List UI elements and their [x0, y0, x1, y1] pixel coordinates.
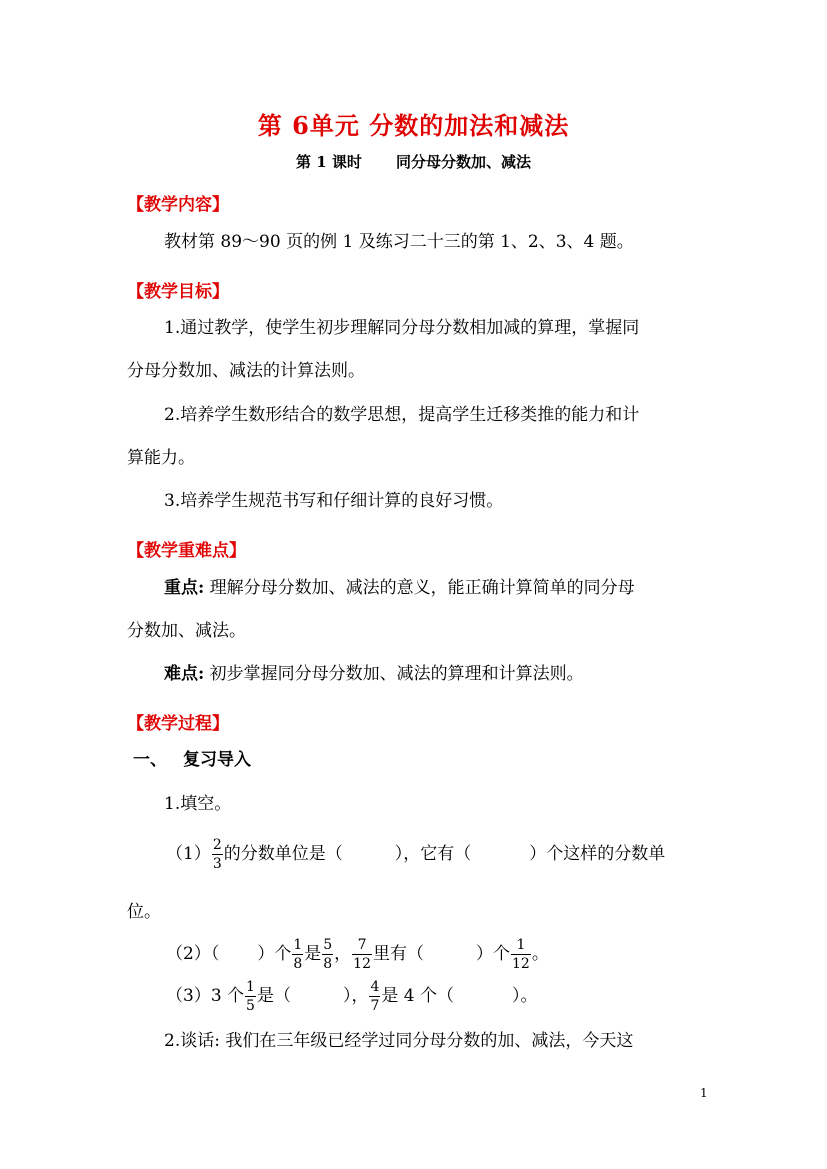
- question-2-text-d: 里有（: [373, 944, 424, 964]
- fraction-numerator: 1: [293, 937, 303, 953]
- question-2-text-b: 是: [304, 944, 322, 964]
- fraction-denominator: 3: [212, 856, 222, 872]
- question-3-text-a: 是（: [256, 986, 291, 1006]
- step-1-title: 复习导入: [183, 750, 251, 770]
- question-2-text-e: ）个: [476, 944, 510, 964]
- difficult-text: 初步掌握同分母分数加、减法的算理和计算法则。: [204, 664, 584, 684]
- question-1-text-c: ）个这样的分数单: [529, 844, 666, 864]
- lesson-topic: 同分母分数加、减法: [395, 153, 531, 171]
- page-number: 1: [700, 1086, 708, 1100]
- fraction-denominator: 5: [246, 998, 255, 1014]
- section-heading-content: 【教学内容】: [127, 195, 229, 215]
- important-point: [164, 580, 635, 597]
- question-2-prefix: （2）（: [166, 944, 220, 964]
- question-1-text-b: ），它有（: [394, 844, 472, 864]
- fraction-7-12: [352, 938, 372, 971]
- fraction-numerator: 7: [352, 938, 372, 955]
- question-1-text-a: 的分数单位是（: [223, 844, 343, 864]
- fraction-denominator: 12: [512, 956, 530, 972]
- difficult-label: 难点:: [164, 664, 205, 684]
- step-1-number: 一、: [133, 750, 167, 770]
- fraction-5-8: [322, 938, 333, 971]
- fraction-1-8: [292, 938, 303, 971]
- section-heading-key-points: 【教学重难点】: [127, 541, 246, 561]
- lesson-number: 第 1 课时: [296, 153, 362, 171]
- step-1-heading: [133, 752, 251, 769]
- question-3-text-b: ），: [342, 986, 369, 1006]
- talk-paragraph: 2.谈话: 我们在三年级已经学过同分母分数的加、减法，今天这: [164, 1031, 634, 1051]
- fraction-numerator: 4: [370, 979, 380, 995]
- important-text: 理解分母分数加、减法的意义，能正确计算简单的同分母: [204, 578, 635, 598]
- fraction-numerator: 1: [511, 938, 531, 955]
- fraction-denominator: 12: [353, 956, 371, 972]
- fraction-numerator: 5: [323, 937, 333, 953]
- fill-blank-label: 1.填空。: [164, 794, 232, 814]
- important-text-wrap: 分数加、减法。: [127, 621, 246, 641]
- fraction-denominator: 7: [370, 998, 380, 1014]
- question-2: [166, 938, 549, 971]
- fraction-denominator: 8: [323, 956, 333, 972]
- fraction-1-5: [245, 980, 256, 1013]
- fraction-denominator: 8: [293, 956, 303, 972]
- goal-2-line-1: 2.培养学生数形结合的数学思想，提高学生迁移类推的能力和计: [164, 405, 640, 425]
- fraction-1-12: [511, 938, 531, 971]
- fraction-4-7: [369, 980, 380, 1013]
- question-3-prefix: （3）3 个: [166, 986, 245, 1006]
- lesson-subtitle: [0, 151, 827, 172]
- goal-1-line-2: 分母分数加、减法的计算法则。: [127, 361, 365, 381]
- question-3: [166, 980, 538, 1013]
- question-3-text-d: ）。: [512, 986, 538, 1006]
- section-heading-process: 【教学过程】: [127, 714, 229, 734]
- fraction-numerator: 1: [246, 979, 255, 995]
- question-3-text-c: 是 4 个（: [381, 986, 455, 1006]
- question-1-prefix: （1）: [166, 844, 211, 864]
- fraction-2-3: [212, 838, 223, 871]
- fraction-numerator: 2: [212, 837, 222, 853]
- section-heading-goals: 【教学目标】: [127, 282, 229, 302]
- question-1: [166, 838, 665, 871]
- goal-3: 3.培养学生规范书写和仔细计算的良好习惯。: [164, 491, 504, 511]
- content-text: 教材第 89～90 页的例 1 及练习二十三的第 1、2、3、4 题。: [164, 232, 634, 252]
- question-2-text-a: ）个: [257, 944, 292, 964]
- question-1-wrap: 位。: [127, 902, 161, 922]
- goal-1-line-1: 1.通过教学，使学生初步理解同分母分数相加减的算理，掌握同: [164, 318, 640, 338]
- difficult-point: [164, 666, 584, 683]
- important-label: 重点:: [164, 578, 205, 598]
- page-title: 第 6单元 分数的加法和减法: [257, 111, 570, 140]
- goal-2-line-2: 算能力。: [127, 448, 195, 468]
- question-2-text-c: ，: [334, 944, 352, 964]
- question-2-text-f: 。: [531, 944, 549, 964]
